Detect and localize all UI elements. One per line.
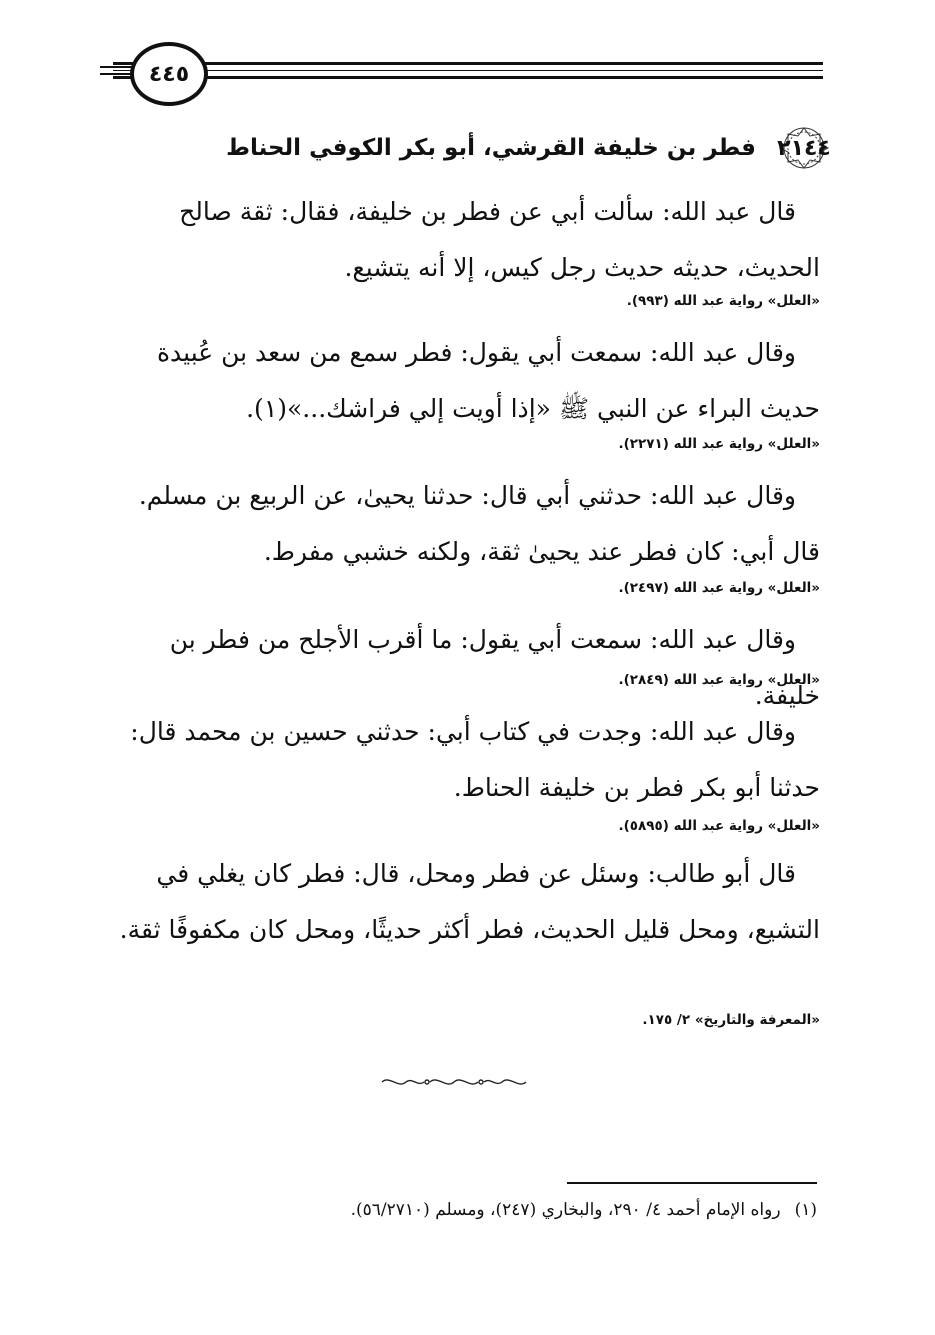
source-citation: «المعرفة والتاريخ» ٢/ ١٧٥. (642, 1012, 820, 1028)
source-citation: «العلل» رواية عبد الله (٢٨٤٩). (618, 672, 820, 688)
footnote-text: رواه الإمام أحمد ٤/ ٢٩٠، والبخاري (٢٤٧)، ومسلم (٥٦/٢٧١٠). (350, 1200, 781, 1220)
source-citation: «العلل» رواية عبد الله (٥٨٩٥). (618, 818, 820, 834)
paragraph: قال أبو طالب: وسئل عن فطر ومحل، قال: فطر كان يغلي في التشيع، ومحل قليل الحديث، فطر أكثر حديثًا، ومحل كان مكفوفًا ثقة. (119, 859, 820, 944)
page-number: ٤٤٥ (130, 42, 208, 106)
section-divider-ornament-icon (380, 1073, 528, 1091)
header-rule (113, 62, 823, 65)
paragraph: وقال عبد الله: حدثني أبي قال: حدثنا يحيىٰ، عن الربيع بن مسلم. قال أبي: كان فطر عند يحيىٰ ثقة، ولكنه خشبي مفرط. (138, 481, 820, 566)
header-rule (113, 70, 823, 71)
paragraph: وقال عبد الله: سمعت أبي يقول: ما أقرب الأجلح من فطر بن خليفة. (169, 625, 820, 710)
paragraph: وقال عبد الله: سمعت أبي يقول: فطر سمع من سعد بن عُبيدة حديث البراء عن النبي ﷺ «إذا أويت إلي فراشك...»(١). (156, 338, 820, 423)
paragraph: وقال عبد الله: وجدت في كتاب أبي: حدثني حسين بن محمد قال: حدثنا أبو بكر فطر بن خليفة الحناط. (130, 717, 820, 802)
footnote-number: (١) (794, 1200, 817, 1220)
entry-number-badge (768, 126, 840, 170)
entry-heading (100, 126, 840, 170)
entry-number: ٢١٤٤ (777, 135, 831, 161)
footnote (100, 1196, 817, 1224)
entry-title: فطر بن خليفة القرشي، أبو بكر الكوفي الحناط (226, 135, 756, 161)
source-citation: «العلل» رواية عبد الله (٢٢٧١). (618, 436, 820, 452)
footnote-rule (567, 1182, 817, 1184)
source-citation: «العلل» رواية عبد الله (٢٤٩٧). (618, 580, 820, 596)
source-citation: «العلل» رواية عبد الله (٩٩٣). (626, 293, 820, 309)
header-rule (113, 76, 823, 79)
paragraph: قال عبد الله: سألت أبي عن فطر بن خليفة، فقال: ثقة صالح الحديث، حديثه حديث رجل كيس، إلا أنه يتشيع. (179, 197, 820, 282)
